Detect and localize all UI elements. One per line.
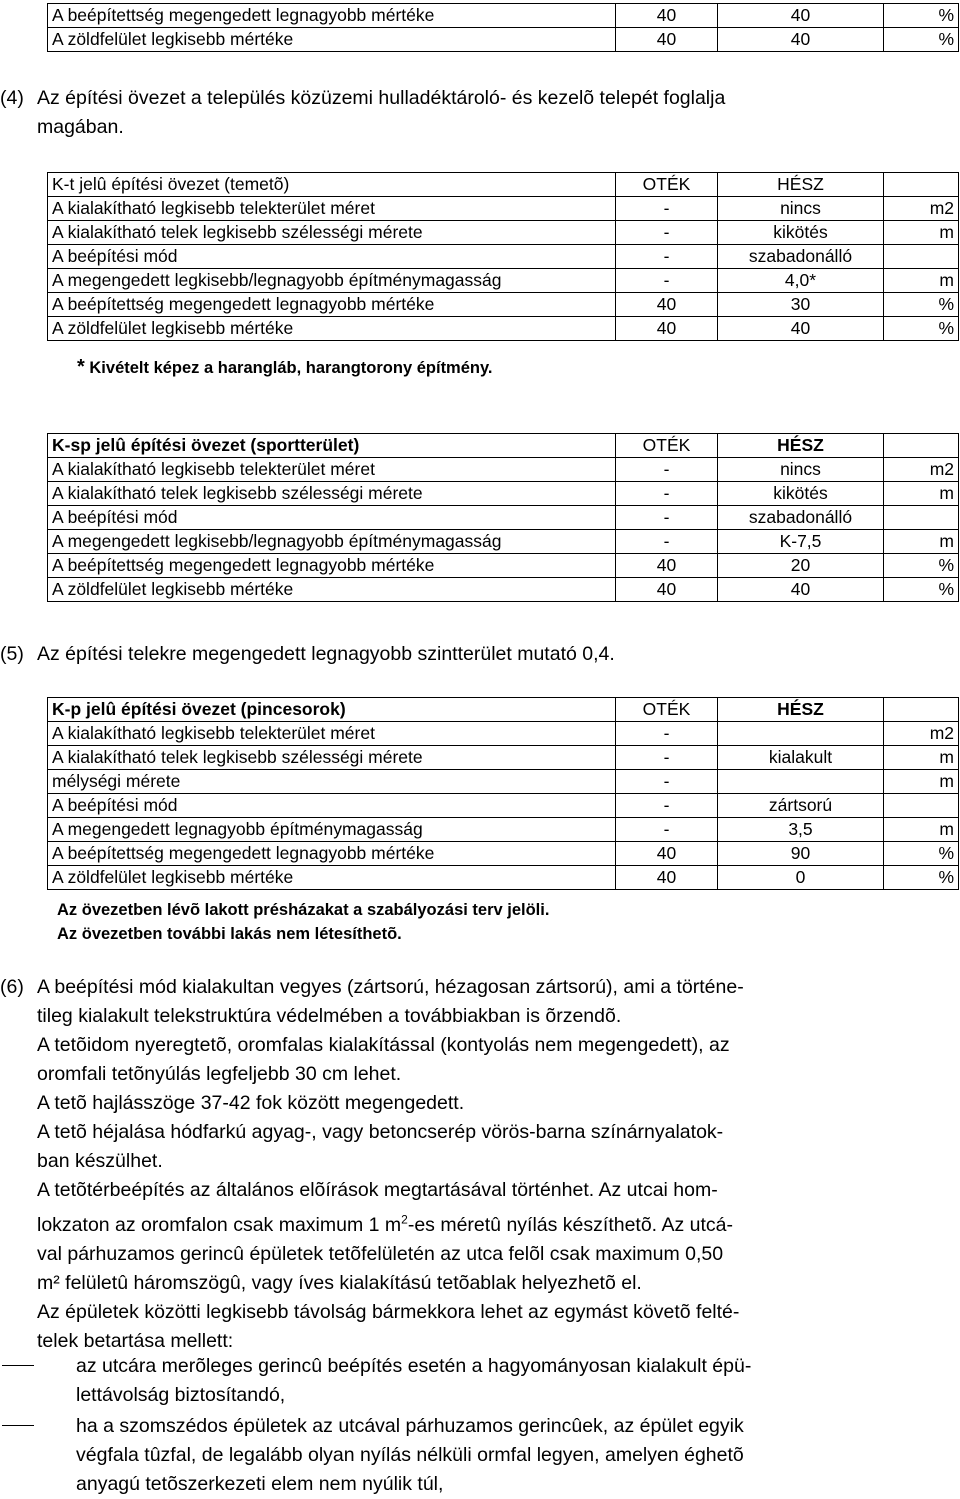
row-label: A kialakítható legkisebb telekterület méret (48, 458, 616, 482)
hesz-value: 0 (718, 866, 884, 890)
table-row (48, 221, 959, 245)
list-item (0, 1412, 955, 1499)
paragraph-line: Az épületek közötti legkisebb távolság bármekkora lehet az egymást követõ felté- (37, 1300, 740, 1323)
row-label: A kialakítható legkisebb telekterület méret (48, 722, 616, 746)
paragraph-line: A tetõ héjalása hódfarkú agyag-, vagy betoncserép vörös-barna színárnyalatok- (37, 1121, 724, 1143)
paragraph-line: A tetõ hajlásszöge 37-42 fok között megengedett. (37, 1092, 465, 1114)
list-item (0, 1352, 955, 1410)
otek-value: 40 (616, 842, 718, 866)
unit-header (884, 698, 959, 722)
paragraph-number: (6) (0, 976, 24, 998)
table-row (48, 866, 959, 890)
unit-value: m (884, 221, 959, 245)
row-label: mélységi mérete (48, 770, 616, 794)
otek-value: - (616, 530, 718, 554)
otek-value: - (616, 458, 718, 482)
unit-value: m (884, 269, 959, 293)
table-header-row (48, 698, 959, 722)
k-p-zone-table (47, 697, 959, 890)
otek-header: OTÉK (616, 173, 718, 197)
list-item-line: anyagú tetõszerkezeti elem nem nyúlik túl, (76, 1473, 444, 1495)
hesz-value (718, 770, 884, 794)
hesz-value: 90 (718, 842, 884, 866)
otek-value: - (616, 818, 718, 842)
table-row (48, 842, 959, 866)
otek-value: - (616, 221, 718, 245)
table-row (48, 245, 959, 269)
hesz-value (718, 722, 884, 746)
hesz-header: HÉSZ (718, 698, 884, 722)
otek-value: 40 (616, 866, 718, 890)
dash-bullet-icon (2, 1365, 34, 1366)
table-row (48, 458, 959, 482)
hesz-value: kikötés (718, 221, 884, 245)
otek-value: - (616, 197, 718, 221)
hesz-value: kialakult (718, 746, 884, 770)
row-label: A kialakítható legkisebb telekterület méret (48, 197, 616, 221)
paragraph-line: telek betartása mellett: (37, 1329, 234, 1352)
line-text: lokzaton az oromfalon csak maximum 1 m (37, 1213, 402, 1236)
row-label: A zöldfelület legkisebb mértéke (48, 317, 616, 341)
paragraph-line: oromfali tetõnyúlás legfeljebb 30 cm lehet. (37, 1063, 402, 1085)
paragraph-number: (4) (0, 87, 24, 109)
table-row (48, 818, 959, 842)
list-item-line: végfala tûzfal, de legalább olyan nyílás nélküli ormfal legyen, amelyen éghetõ (76, 1444, 744, 1466)
unit-value (884, 506, 959, 530)
unit-value: m (884, 482, 959, 506)
kp-note-2: Az övezetben további lakás nem létesíthetõ. (57, 925, 402, 943)
table-header-row (48, 173, 959, 197)
k-t-zone-table (47, 172, 959, 341)
paragraph-text: magában. (37, 116, 124, 138)
row-label: A megengedett legkisebb/legnagyobb építménymagasság (48, 530, 616, 554)
paragraph-text: Az építési telekre megengedett legnagyobb szintterület mutató 0,4. (37, 643, 615, 665)
otek-value: - (616, 245, 718, 269)
table-row (48, 317, 959, 341)
paragraph-6 (0, 973, 955, 1356)
otek-value: - (616, 269, 718, 293)
table-row (48, 269, 959, 293)
footnote (77, 355, 493, 380)
table-header-row (48, 434, 959, 458)
otek-header: OTÉK (616, 698, 718, 722)
paragraph-line: A tetõidom nyeregtetõ, oromfalas kialakítással (kontyolás nem megengedett), az (37, 1034, 730, 1056)
hesz-value: szabadonálló (718, 506, 884, 530)
table-row (48, 506, 959, 530)
paragraph-5 (0, 640, 955, 669)
hesz-value: 3,5 (718, 818, 884, 842)
table-row (48, 770, 959, 794)
row-label: A kialakítható telek legkisebb szélességi mérete (48, 746, 616, 770)
paragraph-line: m² felületû háromszögû, vagy íves kialakítású tetõablak helyezhetõ el. (37, 1271, 642, 1294)
hesz-value: 40 (718, 317, 884, 341)
paragraph-line: A tetõtérbeépítés az általános elõírások megtartásával történhet. Az utcai hom- (37, 1179, 718, 1201)
table-title: K-t jelû építési övezet (temetõ) (48, 173, 616, 197)
top-table (47, 3, 959, 52)
dash-bullet-icon (2, 1425, 34, 1426)
list-item-line: ha a szomszédos épületek az utcával párhuzamos gerincûek, az épület egyik (76, 1415, 744, 1437)
row-label: A megengedett legnagyobb építménymagasság (48, 818, 616, 842)
unit-value: m2 (884, 458, 959, 482)
unit-value (884, 245, 959, 269)
unit-value: m (884, 530, 959, 554)
unit-value: m (884, 746, 959, 770)
row-label: A beépítési mód (48, 794, 616, 818)
paragraph-line (0, 1214, 733, 1236)
row-label: A beépítettség megengedett legnagyobb mértéke (48, 4, 616, 28)
otek-header: OTÉK (616, 434, 718, 458)
hesz-value: szabadonálló (718, 245, 884, 269)
paragraph-line: val párhuzamos gerincû épületek tetõfelületén az utca felõl csak maximum 0,50 (37, 1242, 724, 1265)
row-label: A zöldfelület legkisebb mértéke (48, 866, 616, 890)
table-title: K-p jelû építési övezet (pincesorok) (48, 698, 616, 722)
row-label: A beépítési mód (48, 506, 616, 530)
row-label: A beépítettség megengedett legnagyobb mértéke (48, 554, 616, 578)
unit-value: m (884, 770, 959, 794)
hesz-value: 30 (718, 293, 884, 317)
hesz-value: 40 (718, 4, 884, 28)
table-row (48, 554, 959, 578)
table-row (48, 794, 959, 818)
unit-value: % (884, 866, 959, 890)
hesz-value: 20 (718, 554, 884, 578)
unit-value: % (884, 554, 959, 578)
hesz-value: nincs (718, 458, 884, 482)
kp-note-1: Az övezetben lévõ lakott présházakat a szabályozási terv jelöli. (57, 901, 550, 919)
unit-header (884, 434, 959, 458)
footnote-text: Kivételt képez a harangláb, harangtorony építmény. (89, 359, 493, 377)
footnote-star: * (77, 356, 85, 378)
table-row (48, 746, 959, 770)
unit-value: % (884, 317, 959, 341)
paragraph-line: ban készülhet. (37, 1150, 163, 1172)
paragraph-4 (0, 84, 955, 142)
table-title: K-sp jelû építési övezet (sportterület) (48, 434, 616, 458)
otek-value: - (616, 722, 718, 746)
row-label: A beépítettség megengedett legnagyobb mértéke (48, 842, 616, 866)
row-label: A zöldfelület legkisebb mértéke (48, 28, 616, 52)
table-row (48, 293, 959, 317)
table-row (48, 482, 959, 506)
row-label: A beépítettség megengedett legnagyobb mértéke (48, 293, 616, 317)
unit-value: % (884, 293, 959, 317)
paragraph-text: Az építési övezet a település közüzemi hulladéktároló- és kezelõ telepét foglalja (37, 87, 726, 109)
otek-value: 40 (616, 554, 718, 578)
table-row (48, 197, 959, 221)
otek-value: - (616, 506, 718, 530)
otek-value: 40 (616, 578, 718, 602)
otek-value: - (616, 794, 718, 818)
otek-value: 40 (616, 4, 718, 28)
table-row (48, 28, 959, 52)
unit-value: m2 (884, 197, 959, 221)
row-label: A megengedett legkisebb/legnagyobb építménymagasság (48, 269, 616, 293)
otek-value: - (616, 746, 718, 770)
line-text: -es méretû nyílás készíthetõ. Az utcá- (407, 1213, 733, 1236)
otek-value: 40 (616, 317, 718, 341)
hesz-header: HÉSZ (718, 173, 884, 197)
table-row (48, 530, 959, 554)
k-sp-zone-table (47, 433, 959, 602)
list-item-line: az utcára merõleges gerincû beépítés esetén a hagyományosan kialakult épü- (76, 1355, 752, 1377)
hesz-value: 4,0* (718, 269, 884, 293)
otek-value: - (616, 770, 718, 794)
row-label: A zöldfelület legkisebb mértéke (48, 578, 616, 602)
otek-value: - (616, 482, 718, 506)
table-row (48, 722, 959, 746)
paragraph-number: (5) (0, 643, 24, 665)
unit-value: % (884, 4, 959, 28)
paragraph-line: tileg kialakult telekstruktúra védelmében a továbbiakban is õrzendõ. (37, 1005, 622, 1027)
otek-value: 40 (616, 293, 718, 317)
unit-value: m2 (884, 722, 959, 746)
hesz-value: 40 (718, 28, 884, 52)
hesz-value: 40 (718, 578, 884, 602)
paragraph-line: A beépítési mód kialakultan vegyes (zártsorú, hézagosan zártsorú), ami a történe- (37, 976, 744, 998)
hesz-value: zártsorú (718, 794, 884, 818)
row-label: A kialakítható telek legkisebb szélességi mérete (48, 221, 616, 245)
unit-value (884, 794, 959, 818)
row-label: A beépítési mód (48, 245, 616, 269)
hesz-value: kikötés (718, 482, 884, 506)
table-row (48, 578, 959, 602)
unit-header (884, 173, 959, 197)
unit-value: m (884, 818, 959, 842)
list-item-line: lettávolság biztosítandó, (76, 1384, 286, 1406)
unit-value: % (884, 578, 959, 602)
unit-value: % (884, 842, 959, 866)
hesz-value: K-7,5 (718, 530, 884, 554)
hesz-header: HÉSZ (718, 434, 884, 458)
otek-value: 40 (616, 28, 718, 52)
hesz-value: nincs (718, 197, 884, 221)
superscript: 2 (401, 1212, 408, 1226)
row-label: A kialakítható telek legkisebb szélességi mérete (48, 482, 616, 506)
unit-value: % (884, 28, 959, 52)
table-row (48, 4, 959, 28)
